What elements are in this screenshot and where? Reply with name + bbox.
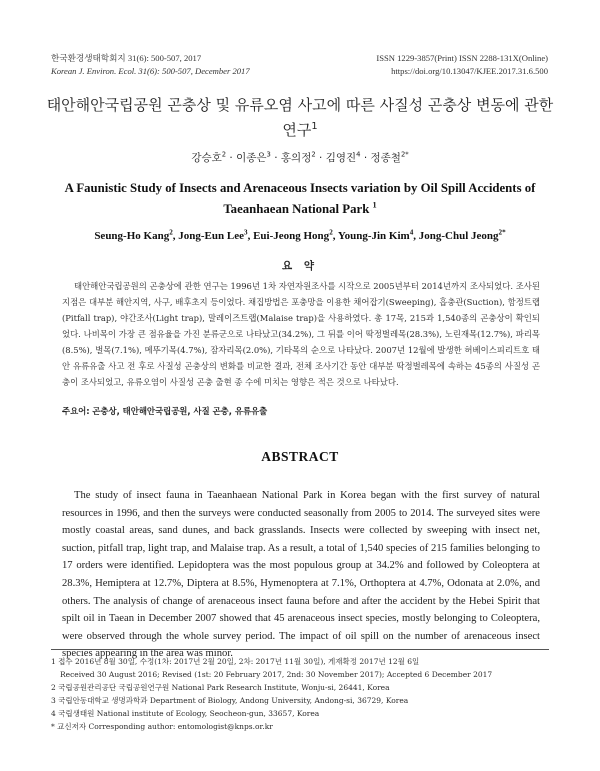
korean-abstract-heading: 요 약 xyxy=(282,260,318,272)
korean-authors: 강승호$^2$ · 이종은$^3$ · 홍의정$^2$ · 김영진$^4$ · 정종철$^{2*}$ xyxy=(191,150,409,164)
journal-citation-en: Korean J. Environ. Ecol. 31(6): 500-507, December 2017 xyxy=(51,66,250,76)
footnote-2: 2 국립공원관리공단 국립공원연구원 National Park Research Institute, Wonju-si, 26441, Korea xyxy=(51,683,390,692)
english-title-sup: 1 xyxy=(372,200,377,210)
footnote-1-kr: 1 접수 2016년 8월 30일, 수정(1차: 2017년 2월 20일, 2차: 2017년 11월 30일), 게재확정 2017년 12월 6일 xyxy=(51,657,420,666)
korean-abstract: 태안해안국립공원의 곤충상에 관한 연구는 1996년 1차 자연자원조사를 시작으로 2005년부터 2014년까지 조사되었다. 조사된 지점은 대부분 해안지역, 사구, 배후초지 등이었다. 채집방법은 포충망을 이용한 채어잡기(Sweeping), 흡충관(Suction), 함정트랩(Pitfall trap), 야간조사(Light trap), 말레이즈트랩(Malaise trap)을 사용하였다. 총 17목, 215과 1,540종의 곤충상이 확인되었다. 나비목이 가장 큰 점유율을 가진 분류군으로 나타났고(34.2%), 그 뒤를 이어 딱정벌레목(28.3%), 노린재목(12.7%), 파리목(8.5%), 벌목(7.1%), 메뚜기목(4.7%), 잠자리목(2.0%), 기타목의 순으로 나타났다. 2007년 12월에 발생한 허베이스피리트호 태안 유류유출 사고 전 후로 사질성 곤충상의 변화를 비교한 결과, 전체 조사기간 동안 대부분 딱정벌레목에 속하는 45종의 사질성 곤충이 조사되었고, 유류오염이 사질성 곤충 출현 종 수에 미치는 영향은 적은 것으로 나타났다. xyxy=(62,281,540,387)
author-sup: 4 xyxy=(409,228,414,237)
author-kr: 홍의정 xyxy=(280,152,312,164)
doi-link[interactable]: https://doi.org/10.13047/KJEE.2017.31.6.500 xyxy=(391,66,548,76)
korean-title-text: 태안해안국립공원 곤충상 및 유류오염 사고에 따른 사질성 곤충상 변동에 관한 연구 xyxy=(46,96,554,139)
footnote-3: 3 국립안동대학교 생명과학과 Department of Biology, Andong University, Andong-si, 36729, Korea xyxy=(51,696,409,705)
keywords xyxy=(62,405,540,417)
author-kr: 김영진 xyxy=(325,152,357,164)
author-sup: 2* xyxy=(498,228,506,237)
author-sup: 3 xyxy=(266,150,271,159)
author-sup: 2 xyxy=(169,228,173,237)
author-sup: 2 xyxy=(329,228,333,237)
author-en: Young-Jin Kim xyxy=(337,230,410,242)
author-en: Jong-Chul Jeong xyxy=(418,230,499,242)
author-kr: 정종철 xyxy=(370,152,401,164)
author-kr: 이종은 xyxy=(236,152,267,164)
keywords-text: 곤충상, 태안해안국립공원, 사질 곤충, 유류유출 xyxy=(92,406,268,416)
keywords-label: 주요어: xyxy=(62,406,90,416)
footnote-corresponding: * 교신저자 Corresponding author: entomologist@knps.or.kr xyxy=(51,722,273,731)
footnotes xyxy=(51,655,549,733)
author-kr: 강승호 xyxy=(191,152,222,164)
footnote-4: 4 국립생태원 National institute of Ecology, Seocheon-gun, 33657, Korea xyxy=(51,709,320,718)
journal-citation xyxy=(51,52,311,78)
english-abstract: The study of insect fauna in Taeanhaean National Park in Korea began with the first survey of natural resources in 1996, and then the surveys were conducted seasonally from 2005 to 2014. The surveyed sites were mostly coastal areas, sand dunes, and back grasslands. Insects were collected by sweeping with insect net, suction, pitfall trap, light trap, and Malaise trap. As a result, a total of 1,540 species of 215 families belonging to 17 orders were identified. Lepidoptera was the most populous group at 34.2% and followed by Coleoptera at 28.3%, Hemiptera at 12.7%, Diptera at 8.5%, Hymenoptera at 7.1%, Orthoptera at 4.7%, Odonata at 2.0%, and others. The analysis of change of arenaceous insect fauna before and after the accident by the Hebei Spirit that spilt oil in Taean in December 2007 showed that 45 arenaceous insect species, mostly belonging to Coleoptera, were observed through the whole survey period. The impact of oil spill on the number of arenaceous insect species appearing in the area was minor. xyxy=(62,490,540,660)
korean-title xyxy=(40,93,560,143)
issn-text: ISSN 1229-3857(Print) ISSN 2288-131X(Online) xyxy=(376,53,548,63)
author-sup: 2 xyxy=(311,150,316,159)
journal-citation-kr: 한국환경생태학회지 31(6): 500-507, 2017 xyxy=(51,53,202,63)
author-sup: 2 xyxy=(221,150,227,159)
korean-title-sup: 1 xyxy=(311,121,318,132)
english-title-text: A Faunistic Study of Insects and Arenaceous Insects variation by Oil Spill Accidents of Taeanhaean National Park xyxy=(64,181,536,216)
english-title xyxy=(60,178,540,220)
footnote-divider xyxy=(51,649,549,650)
english-abstract-heading: ABSTRACT xyxy=(261,449,339,464)
author-en: Seung-Ho Kang xyxy=(94,230,170,242)
author-en: Eui-Jeong Hong xyxy=(253,230,330,242)
english-authors: Seung-Ho Kang$^2$, Jong-Eun Lee$^3$, Eui-Jeong Hong$^2$, Young-Jin Kim$^4$, Jong-Chul Jeong$^{2*}$ xyxy=(94,228,506,242)
author-sup: 4 xyxy=(356,150,361,159)
author-sup: 3 xyxy=(244,228,248,237)
journal-identifiers xyxy=(288,52,548,78)
author-en: Jong-Eun Lee xyxy=(178,230,244,242)
footnote-1-en: Received 30 August 2016; Revised (1st: 20 February 2017, 2nd: 30 November 2017); Accepted 6 December 2017 xyxy=(60,670,493,679)
author-sup: 2* xyxy=(400,150,409,159)
